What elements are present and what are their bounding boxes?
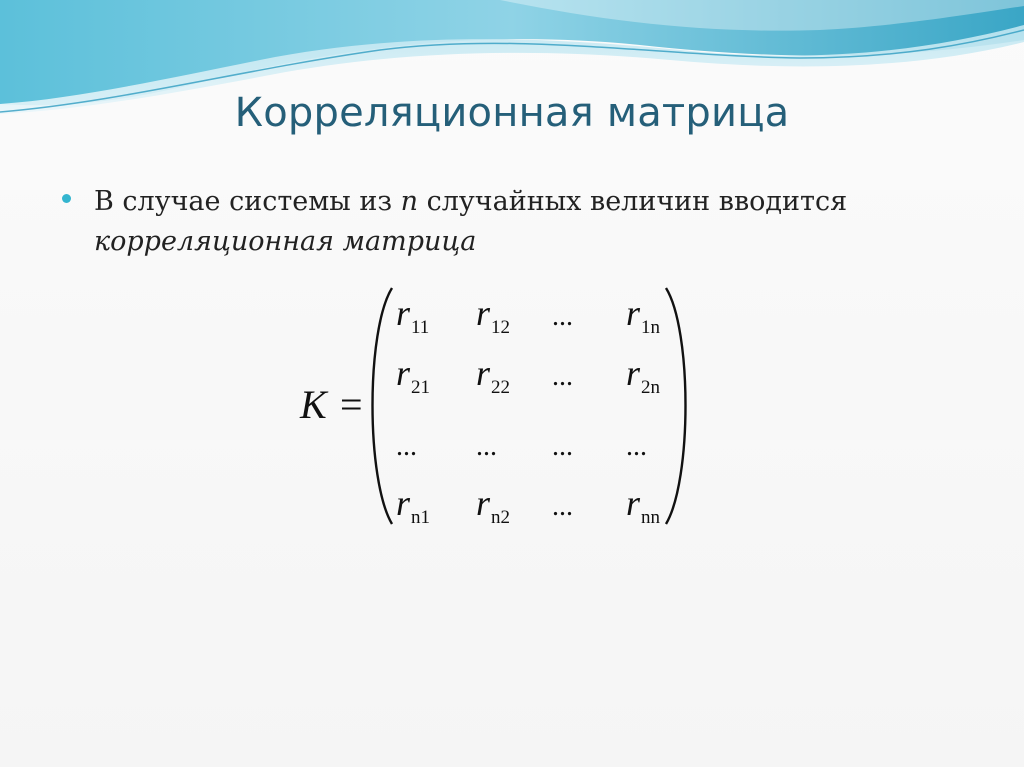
matrix-cell-base: r: [626, 353, 641, 393]
matrix-cell-base: ...: [552, 491, 573, 522]
matrix-cell: [476, 483, 510, 528]
matrix-cell: [626, 431, 647, 462]
matrix-cell-base: r: [626, 483, 641, 523]
matrix-cells: [396, 293, 661, 528]
matrix-cell: [476, 353, 510, 398]
matrix-cell-subscript: 12: [491, 317, 511, 338]
matrix-cell-base: r: [476, 293, 491, 333]
matrix-cell: [396, 431, 417, 462]
matrix-cell: [476, 293, 510, 338]
matrix-cell-base: ...: [552, 431, 573, 462]
matrix-cell-base: r: [396, 353, 411, 393]
matrix-cell-base: r: [626, 293, 641, 333]
matrix-cell: [396, 353, 430, 398]
matrix-cell-base: r: [476, 483, 491, 523]
matrix-cell: [626, 293, 661, 338]
left-bracket: [373, 288, 393, 524]
matrix-cell: [476, 431, 497, 462]
matrix-cell: [552, 301, 573, 332]
formula-equals: =: [340, 382, 363, 427]
matrix-cell-subscript: 2n: [641, 377, 661, 398]
matrix-cell-subscript: nn: [641, 507, 661, 528]
bullet-var-n: n: [400, 186, 419, 217]
slide-title: Корреляционная матрица: [234, 90, 790, 136]
matrix-cell-subscript: 11: [411, 317, 430, 338]
bullet-text-part2: случайных величин вводится: [418, 186, 848, 217]
matrix-cell: [626, 353, 661, 398]
matrix-cell-base: r: [396, 483, 411, 523]
right-bracket: [666, 288, 686, 524]
matrix-cell-base: r: [396, 293, 411, 333]
matrix-cell-subscript: 22: [491, 377, 511, 398]
matrix-cell: [396, 293, 429, 338]
bullet-text-part1: В случае системы из: [94, 186, 401, 217]
matrix-cell: [552, 491, 573, 522]
bullet-emphasis: корреляционная матрица: [94, 226, 477, 257]
matrix-cell: [396, 483, 430, 528]
matrix-cell-base: ...: [552, 361, 573, 392]
matrix-cell: [552, 431, 573, 462]
matrix-cell-subscript: 1n: [641, 317, 661, 338]
matrix-cell-subscript: n1: [411, 507, 431, 528]
matrix-cell-base: ...: [476, 431, 497, 462]
matrix-cell-subscript: 21: [411, 377, 431, 398]
matrix-cell: [552, 361, 573, 392]
matrix-cell: [626, 483, 661, 528]
formula-lhs: K: [300, 382, 327, 427]
matrix-cell-base: ...: [626, 431, 647, 462]
matrix-cell-subscript: n2: [491, 507, 511, 528]
matrix-cell-base: ...: [396, 431, 417, 462]
matrix-cell-base: r: [476, 353, 491, 393]
matrix-cell-base: ...: [552, 301, 573, 332]
